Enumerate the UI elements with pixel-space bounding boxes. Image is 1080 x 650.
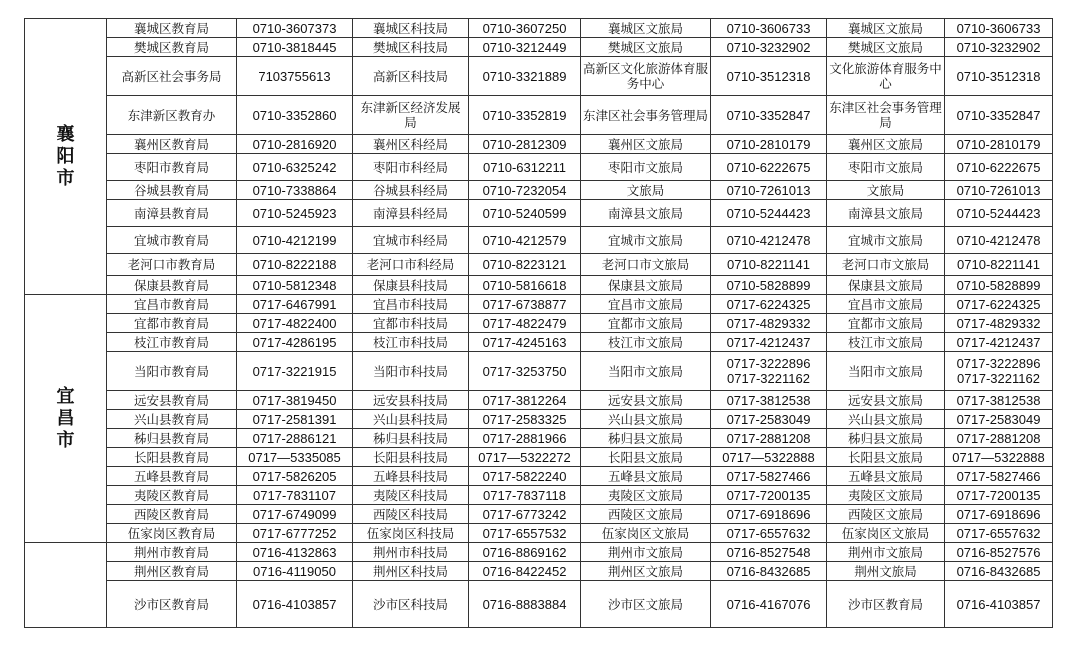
culture-office-cell: 高新区文化旅游体育服务中心 (581, 57, 711, 96)
tech-office-cell: 夷陵区科技局 (353, 486, 469, 505)
culture-phone-cell: 0710-3606733 (711, 19, 827, 38)
tourism-phone-cell: 0717-6557632 (945, 524, 1053, 543)
edu-phone-cell: 7103755613 (237, 57, 353, 96)
culture-phone-cell: 0710-3232902 (711, 38, 827, 57)
tech-phone-cell: 0710-8223121 (469, 254, 581, 276)
tech-phone-cell: 0716-8869162 (469, 543, 581, 562)
culture-office-cell: 荆州市文旅局 (581, 543, 711, 562)
table-body (25, 19, 1053, 628)
tourism-office-cell: 当阳市文旅局 (827, 352, 945, 391)
edu-phone-cell: 0717-2886121 (237, 429, 353, 448)
culture-office-cell: 宜都市文旅局 (581, 314, 711, 333)
culture-phone-cell: 0716-8527548 (711, 543, 827, 562)
tech-phone-cell: 0716-8883884 (469, 581, 581, 628)
culture-phone-cell: 0717-4829332 (711, 314, 827, 333)
tech-phone-cell: 0710-5816618 (469, 276, 581, 295)
tourism-office-cell: 荆州文旅局 (827, 562, 945, 581)
tech-office-cell: 宜昌市科技局 (353, 295, 469, 314)
tech-phone-cell: 0717-2881966 (469, 429, 581, 448)
edu-phone-cell: 0710-7338864 (237, 181, 353, 200)
table-row (25, 410, 1053, 429)
tourism-phone-cell: 0717-4212437 (945, 333, 1053, 352)
culture-office-cell: 长阳县文旅局 (581, 448, 711, 467)
tech-phone-cell: 0710-3212449 (469, 38, 581, 57)
table-row (25, 181, 1053, 200)
culture-phone-cell: 0710-5244423 (711, 200, 827, 227)
edu-office-cell: 当阳市教育局 (107, 352, 237, 391)
culture-office-cell: 荆州区文旅局 (581, 562, 711, 581)
city-name: 襄阳市 (56, 123, 75, 189)
edu-office-cell: 枝江市教育局 (107, 333, 237, 352)
tech-phone-cell: 0717-2583325 (469, 410, 581, 429)
culture-office-cell: 南漳县文旅局 (581, 200, 711, 227)
culture-phone-cell: 0717-3222896 0717-3221162 (711, 352, 827, 391)
tourism-phone-cell: 0716-8432685 (945, 562, 1053, 581)
culture-phone-cell: 0716-8432685 (711, 562, 827, 581)
tech-office-cell: 南漳县科经局 (353, 200, 469, 227)
culture-phone-cell: 0717-2881208 (711, 429, 827, 448)
table-row (25, 227, 1053, 254)
edu-office-cell: 樊城区教育局 (107, 38, 237, 57)
tourism-phone-cell: 0717—5322888 (945, 448, 1053, 467)
table-row (25, 19, 1053, 38)
tech-office-cell: 沙市区科技局 (353, 581, 469, 628)
table-row (25, 314, 1053, 333)
table-row (25, 200, 1053, 227)
tech-office-cell: 荆州市科技局 (353, 543, 469, 562)
tourism-phone-cell: 0717-3222896 0717-3221162 (945, 352, 1053, 391)
tech-office-cell: 老河口市科经局 (353, 254, 469, 276)
edu-phone-cell: 0717-6467991 (237, 295, 353, 314)
table-row (25, 57, 1053, 96)
tourism-office-cell: 枣阳市文旅局 (827, 154, 945, 181)
culture-office-cell: 伍家岗区文旅局 (581, 524, 711, 543)
tourism-phone-cell: 0710-8221141 (945, 254, 1053, 276)
culture-office-cell: 秭归县文旅局 (581, 429, 711, 448)
tech-phone-cell: 0710-2812309 (469, 135, 581, 154)
table-row (25, 524, 1053, 543)
edu-office-cell: 襄城区教育局 (107, 19, 237, 38)
tech-office-cell: 长阳县科技局 (353, 448, 469, 467)
table-row (25, 467, 1053, 486)
edu-office-cell: 保康县教育局 (107, 276, 237, 295)
edu-office-cell: 襄州区教育局 (107, 135, 237, 154)
table-row (25, 505, 1053, 524)
table-row (25, 276, 1053, 295)
tech-phone-cell: 0710-6312211 (469, 154, 581, 181)
tech-office-cell: 荆州区科技局 (353, 562, 469, 581)
tourism-phone-cell: 0710-2810179 (945, 135, 1053, 154)
tech-phone-cell: 0717—5322272 (469, 448, 581, 467)
edu-phone-cell: 0710-5812348 (237, 276, 353, 295)
culture-phone-cell: 0717-6557632 (711, 524, 827, 543)
edu-office-cell: 宜昌市教育局 (107, 295, 237, 314)
culture-phone-cell: 0717—5322888 (711, 448, 827, 467)
tourism-office-cell: 远安县文旅局 (827, 391, 945, 410)
table-row (25, 562, 1053, 581)
edu-phone-cell: 0717-3221915 (237, 352, 353, 391)
table-row (25, 333, 1053, 352)
culture-phone-cell: 0716-4167076 (711, 581, 827, 628)
culture-phone-cell: 0710-3512318 (711, 57, 827, 96)
table-row (25, 391, 1053, 410)
table-row (25, 254, 1053, 276)
edu-office-cell: 西陵区教育局 (107, 505, 237, 524)
tech-office-cell: 西陵区科技局 (353, 505, 469, 524)
tourism-phone-cell: 0717-2583049 (945, 410, 1053, 429)
tourism-phone-cell: 0717-6918696 (945, 505, 1053, 524)
edu-phone-cell: 0710-8222188 (237, 254, 353, 276)
edu-phone-cell: 0710-6325242 (237, 154, 353, 181)
tech-phone-cell: 0710-3352819 (469, 96, 581, 135)
tourism-phone-cell: 0717-7200135 (945, 486, 1053, 505)
edu-phone-cell: 0710-3818445 (237, 38, 353, 57)
edu-office-cell: 枣阳市教育局 (107, 154, 237, 181)
tourism-phone-cell: 0710-7261013 (945, 181, 1053, 200)
edu-phone-cell: 0717-4822400 (237, 314, 353, 333)
culture-office-cell: 沙市区文旅局 (581, 581, 711, 628)
tech-office-cell: 高新区科技局 (353, 57, 469, 96)
table-row (25, 429, 1053, 448)
tourism-office-cell: 南漳县文旅局 (827, 200, 945, 227)
tourism-phone-cell: 0710-3512318 (945, 57, 1053, 96)
edu-office-cell: 宜都市教育局 (107, 314, 237, 333)
contact-table (24, 18, 1053, 628)
tourism-phone-cell: 0710-4212478 (945, 227, 1053, 254)
culture-phone-cell: 0710-2810179 (711, 135, 827, 154)
edu-office-cell: 夷陵区教育局 (107, 486, 237, 505)
tech-office-cell: 樊城区科技局 (353, 38, 469, 57)
culture-phone-cell: 0710-8221141 (711, 254, 827, 276)
culture-phone-cell: 0710-4212478 (711, 227, 827, 254)
table-row (25, 38, 1053, 57)
tourism-office-cell: 保康县文旅局 (827, 276, 945, 295)
tech-phone-cell: 0710-5240599 (469, 200, 581, 227)
culture-office-cell: 樊城区文旅局 (581, 38, 711, 57)
tourism-office-cell: 宜都市文旅局 (827, 314, 945, 333)
edu-office-cell: 兴山县教育局 (107, 410, 237, 429)
culture-office-cell: 兴山县文旅局 (581, 410, 711, 429)
tech-office-cell: 东津新区经济发展局 (353, 96, 469, 135)
tech-office-cell: 兴山县科技局 (353, 410, 469, 429)
culture-phone-cell: 0717-7200135 (711, 486, 827, 505)
culture-office-cell: 枝江市文旅局 (581, 333, 711, 352)
tech-office-cell: 宜城市科经局 (353, 227, 469, 254)
tourism-phone-cell: 0710-5828899 (945, 276, 1053, 295)
culture-office-cell: 东津区社会事务管理局 (581, 96, 711, 135)
culture-phone-cell: 0710-6222675 (711, 154, 827, 181)
culture-office-cell: 襄城区文旅局 (581, 19, 711, 38)
tourism-phone-cell: 0710-3232902 (945, 38, 1053, 57)
edu-office-cell: 谷城县教育局 (107, 181, 237, 200)
edu-office-cell: 五峰县教育局 (107, 467, 237, 486)
tech-office-cell: 当阳市科技局 (353, 352, 469, 391)
table-row (25, 96, 1053, 135)
culture-office-cell: 远安县文旅局 (581, 391, 711, 410)
tech-phone-cell: 0717-4245163 (469, 333, 581, 352)
edu-phone-cell: 0717-3819450 (237, 391, 353, 410)
tech-office-cell: 谷城县科经局 (353, 181, 469, 200)
tourism-phone-cell: 0717-3812538 (945, 391, 1053, 410)
edu-office-cell: 荆州区教育局 (107, 562, 237, 581)
edu-phone-cell: 0717-4286195 (237, 333, 353, 352)
culture-phone-cell: 0717-2583049 (711, 410, 827, 429)
edu-phone-cell: 0710-2816920 (237, 135, 353, 154)
tech-phone-cell: 0717-5822240 (469, 467, 581, 486)
tourism-office-cell: 襄州区文旅局 (827, 135, 945, 154)
tourism-phone-cell: 0717-4829332 (945, 314, 1053, 333)
tourism-phone-cell: 0717-2881208 (945, 429, 1053, 448)
culture-office-cell: 保康县文旅局 (581, 276, 711, 295)
edu-office-cell: 沙市区教育局 (107, 581, 237, 628)
city-cell (25, 543, 107, 628)
culture-phone-cell: 0717-5827466 (711, 467, 827, 486)
tourism-phone-cell: 0717-6224325 (945, 295, 1053, 314)
edu-office-cell: 南漳县教育局 (107, 200, 237, 227)
city-cell (25, 295, 107, 543)
edu-phone-cell: 0717-6777252 (237, 524, 353, 543)
tech-office-cell: 襄州区科经局 (353, 135, 469, 154)
tourism-office-cell: 东津区社会事务管理局 (827, 96, 945, 135)
tourism-office-cell: 宜昌市文旅局 (827, 295, 945, 314)
culture-office-cell: 西陵区文旅局 (581, 505, 711, 524)
edu-phone-cell: 0710-3607373 (237, 19, 353, 38)
edu-phone-cell: 0716-4132863 (237, 543, 353, 562)
edu-phone-cell: 0717-2581391 (237, 410, 353, 429)
tech-office-cell: 枣阳市科经局 (353, 154, 469, 181)
tourism-office-cell: 老河口市文旅局 (827, 254, 945, 276)
edu-office-cell: 高新区社会事务局 (107, 57, 237, 96)
culture-office-cell: 五峰县文旅局 (581, 467, 711, 486)
tech-phone-cell: 0710-3321889 (469, 57, 581, 96)
culture-phone-cell: 0717-4212437 (711, 333, 827, 352)
city-name: 宜昌市 (56, 385, 75, 451)
table-row (25, 135, 1053, 154)
culture-phone-cell: 0710-7261013 (711, 181, 827, 200)
table-row (25, 352, 1053, 391)
edu-phone-cell: 0717-7831107 (237, 486, 353, 505)
culture-office-cell: 夷陵区文旅局 (581, 486, 711, 505)
tech-phone-cell: 0717-3812264 (469, 391, 581, 410)
tech-office-cell: 枝江市科技局 (353, 333, 469, 352)
edu-office-cell: 长阳县教育局 (107, 448, 237, 467)
tourism-office-cell: 襄城区文旅局 (827, 19, 945, 38)
tourism-office-cell: 荆州市文旅局 (827, 543, 945, 562)
tech-phone-cell: 0717-7837118 (469, 486, 581, 505)
culture-office-cell: 当阳市文旅局 (581, 352, 711, 391)
tourism-phone-cell: 0710-3606733 (945, 19, 1053, 38)
tourism-phone-cell: 0717-5827466 (945, 467, 1053, 486)
edu-phone-cell: 0717-5826205 (237, 467, 353, 486)
culture-office-cell: 文旅局 (581, 181, 711, 200)
edu-phone-cell: 0716-4119050 (237, 562, 353, 581)
edu-phone-cell: 0716-4103857 (237, 581, 353, 628)
table-row (25, 154, 1053, 181)
edu-office-cell: 伍家岗区教育局 (107, 524, 237, 543)
table-row (25, 448, 1053, 467)
tourism-office-cell: 夷陵区文旅局 (827, 486, 945, 505)
tech-office-cell: 秭归县科技局 (353, 429, 469, 448)
edu-office-cell: 老河口市教育局 (107, 254, 237, 276)
culture-phone-cell: 0710-5828899 (711, 276, 827, 295)
culture-office-cell: 襄州区文旅局 (581, 135, 711, 154)
tourism-office-cell: 枝江市文旅局 (827, 333, 945, 352)
edu-phone-cell: 0710-4212199 (237, 227, 353, 254)
edu-office-cell: 荆州市教育局 (107, 543, 237, 562)
edu-office-cell: 远安县教育局 (107, 391, 237, 410)
culture-office-cell: 宜城市文旅局 (581, 227, 711, 254)
tourism-office-cell: 沙市区教育局 (827, 581, 945, 628)
tourism-phone-cell: 0710-3352847 (945, 96, 1053, 135)
tech-phone-cell: 0717-3253750 (469, 352, 581, 391)
tech-office-cell: 保康县科技局 (353, 276, 469, 295)
tech-office-cell: 宜都市科技局 (353, 314, 469, 333)
tech-phone-cell: 0710-7232054 (469, 181, 581, 200)
tourism-phone-cell: 0710-6222675 (945, 154, 1053, 181)
edu-phone-cell: 0717—5335085 (237, 448, 353, 467)
tourism-office-cell: 樊城区文旅局 (827, 38, 945, 57)
table-row (25, 486, 1053, 505)
edu-phone-cell: 0717-6749099 (237, 505, 353, 524)
tourism-office-cell: 宜城市文旅局 (827, 227, 945, 254)
edu-office-cell: 东津新区教育办 (107, 96, 237, 135)
tech-phone-cell: 0710-3607250 (469, 19, 581, 38)
table-row (25, 295, 1053, 314)
edu-office-cell: 宜城市教育局 (107, 227, 237, 254)
tourism-office-cell: 文旅局 (827, 181, 945, 200)
culture-office-cell: 老河口市文旅局 (581, 254, 711, 276)
edu-phone-cell: 0710-5245923 (237, 200, 353, 227)
tourism-office-cell: 长阳县文旅局 (827, 448, 945, 467)
edu-phone-cell: 0710-3352860 (237, 96, 353, 135)
culture-phone-cell: 0710-3352847 (711, 96, 827, 135)
tech-phone-cell: 0717-6557532 (469, 524, 581, 543)
tech-phone-cell: 0710-4212579 (469, 227, 581, 254)
tech-office-cell: 远安县科技局 (353, 391, 469, 410)
tech-phone-cell: 0717-4822479 (469, 314, 581, 333)
city-cell (25, 19, 107, 295)
tech-phone-cell: 0717-6738877 (469, 295, 581, 314)
tourism-office-cell: 西陵区文旅局 (827, 505, 945, 524)
tourism-office-cell: 秭归县文旅局 (827, 429, 945, 448)
edu-office-cell: 秭归县教育局 (107, 429, 237, 448)
tech-office-cell: 襄城区科技局 (353, 19, 469, 38)
tech-office-cell: 伍家岗区科技局 (353, 524, 469, 543)
tourism-phone-cell: 0710-5244423 (945, 200, 1053, 227)
culture-office-cell: 枣阳市文旅局 (581, 154, 711, 181)
culture-office-cell: 宜昌市文旅局 (581, 295, 711, 314)
tech-office-cell: 五峰县科技局 (353, 467, 469, 486)
tourism-office-cell: 五峰县文旅局 (827, 467, 945, 486)
table-row (25, 581, 1053, 628)
tourism-phone-cell: 0716-8527576 (945, 543, 1053, 562)
tech-phone-cell: 0716-8422452 (469, 562, 581, 581)
tourism-office-cell: 文化旅游体育服务中心 (827, 57, 945, 96)
table-row (25, 543, 1053, 562)
culture-phone-cell: 0717-3812538 (711, 391, 827, 410)
culture-phone-cell: 0717-6918696 (711, 505, 827, 524)
tourism-office-cell: 兴山县文旅局 (827, 410, 945, 429)
culture-phone-cell: 0717-6224325 (711, 295, 827, 314)
tourism-phone-cell: 0716-4103857 (945, 581, 1053, 628)
tech-phone-cell: 0717-6773242 (469, 505, 581, 524)
tourism-office-cell: 伍家岗区文旅局 (827, 524, 945, 543)
